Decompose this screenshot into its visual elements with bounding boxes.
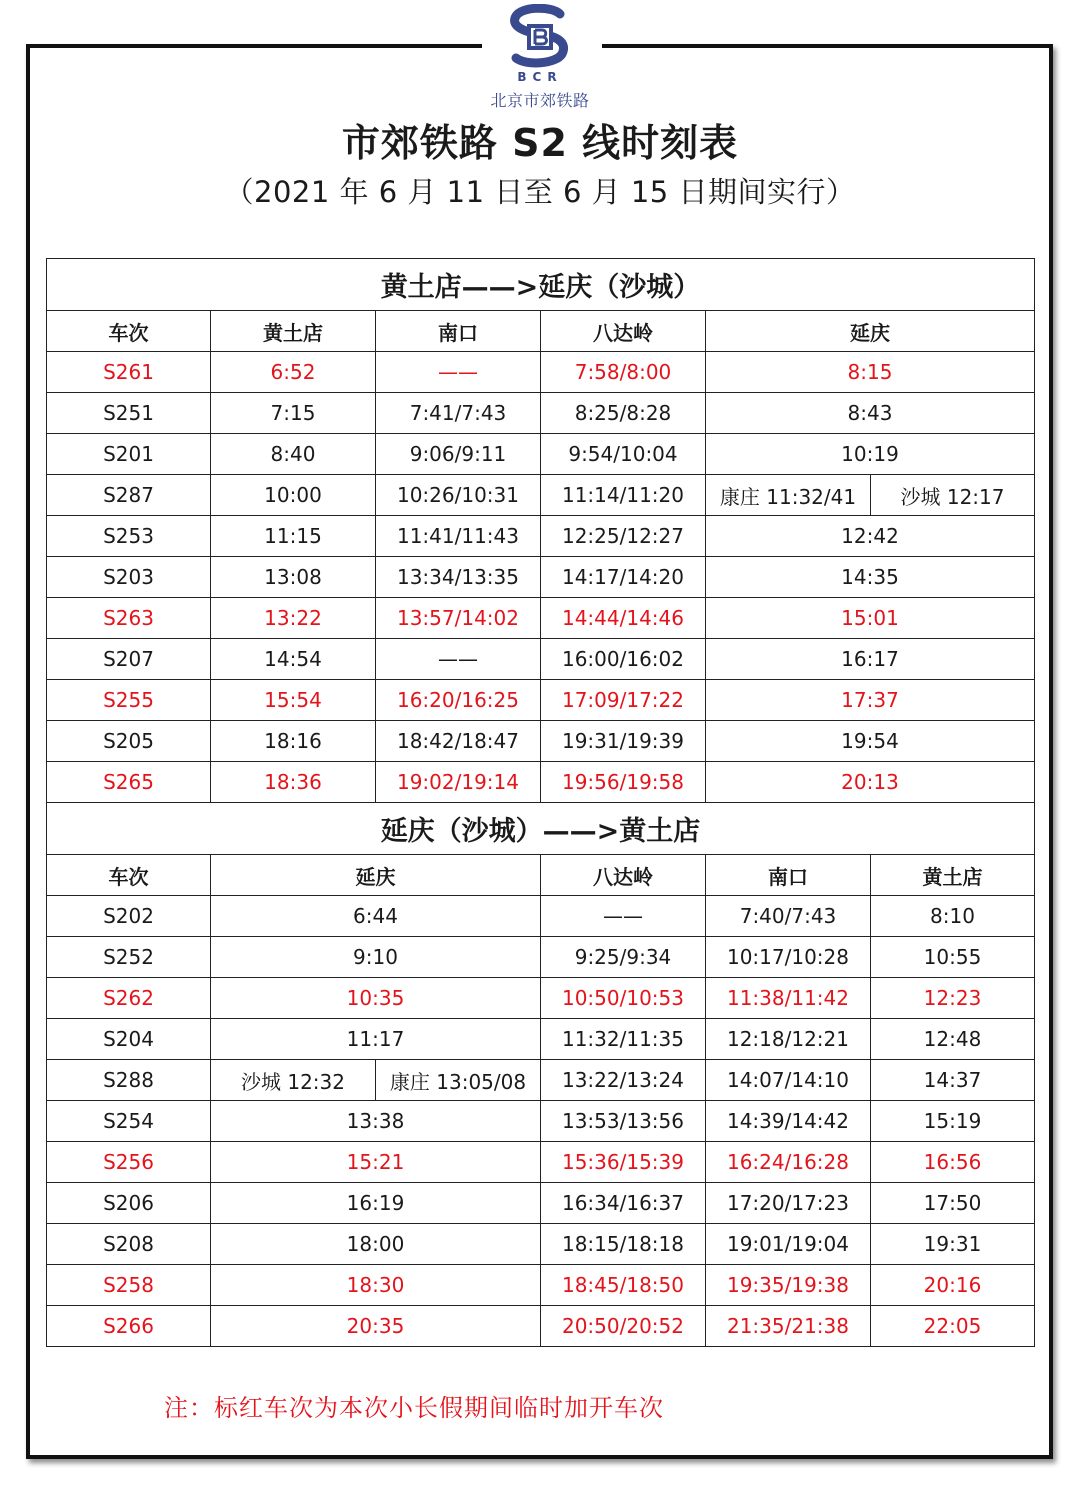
time-cell: 15:54: [211, 680, 376, 721]
column-header: 车次: [47, 855, 211, 896]
time-cell: 12:42: [706, 516, 1035, 557]
time-cell: 13:57/14:02: [376, 598, 541, 639]
table-row: [47, 896, 1035, 937]
time-cell: 11:17: [211, 1019, 541, 1060]
time-cell: 19:02/19:14: [376, 762, 541, 803]
time-cell: 12:48: [871, 1019, 1035, 1060]
time-cell: 14:44/14:46: [541, 598, 706, 639]
train-number: S258: [47, 1265, 211, 1306]
time-cell: 7:58/8:00: [541, 352, 706, 393]
time-cell: 6:52: [211, 352, 376, 393]
time-cell: 16:17: [706, 639, 1035, 680]
time-cell: 16:00/16:02: [541, 639, 706, 680]
time-cell: 12:18/12:21: [706, 1019, 871, 1060]
time-cell: 19:01/19:04: [706, 1224, 871, 1265]
outbound-direction-title: 黄土店——>延庆（沙城）: [47, 259, 1035, 311]
train-number: S287: [47, 475, 211, 516]
time-cell: 13:53/13:56: [541, 1101, 706, 1142]
time-cell: 15:36/15:39: [541, 1142, 706, 1183]
table-row: [47, 1101, 1035, 1142]
train-number: S202: [47, 896, 211, 937]
time-cell: 6:44: [211, 896, 541, 937]
table-row: [47, 1019, 1035, 1060]
time-cell: 10:55: [871, 937, 1035, 978]
time-cell: 7:41/7:43: [376, 393, 541, 434]
time-cell: 18:42/18:47: [376, 721, 541, 762]
time-cell: 12:23: [871, 978, 1035, 1019]
time-cell: 9:06/9:11: [376, 434, 541, 475]
train-number: S288: [47, 1060, 211, 1101]
time-cell: 18:16: [211, 721, 376, 762]
time-cell: 20:16: [871, 1265, 1035, 1306]
page-subtitle: （2021 年 6 月 11 日至 6 月 15 日期间实行）: [224, 175, 856, 209]
time-cell: 7:40/7:43: [706, 896, 871, 937]
column-header: 车次: [47, 311, 211, 352]
time-cell: 14:54: [211, 639, 376, 680]
time-cell: 10:00: [211, 475, 376, 516]
time-cell: 19:35/19:38: [706, 1265, 871, 1306]
time-cell: 8:10: [871, 896, 1035, 937]
table-row: [47, 557, 1035, 598]
time-cell: 17:50: [871, 1183, 1035, 1224]
train-number: S208: [47, 1224, 211, 1265]
train-number: S251: [47, 393, 211, 434]
table-row: [47, 1224, 1035, 1265]
time-cell: 17:20/17:23: [706, 1183, 871, 1224]
time-cell: 16:56: [871, 1142, 1035, 1183]
time-cell: 16:20/16:25: [376, 680, 541, 721]
time-cell: 14:39/14:42: [706, 1101, 871, 1142]
time-cell: 19:56/19:58: [541, 762, 706, 803]
time-cell: 10:50/10:53: [541, 978, 706, 1019]
table-row: [47, 475, 1035, 516]
table-row: [47, 680, 1035, 721]
time-cell: 11:32/11:35: [541, 1019, 706, 1060]
logo-name: 北京市郊铁路: [490, 91, 590, 110]
train-number: S205: [47, 721, 211, 762]
column-header: 黄土店: [211, 311, 376, 352]
time-cell: 13:34/13:35: [376, 557, 541, 598]
train-number: S201: [47, 434, 211, 475]
column-header: 南口: [706, 855, 871, 896]
table-row: [47, 598, 1035, 639]
time-cell: ——: [376, 352, 541, 393]
time-cell: 16:19: [211, 1183, 541, 1224]
time-cell: 8:15: [706, 352, 1035, 393]
table-row: [47, 639, 1035, 680]
column-header: 延庆: [706, 311, 1035, 352]
table-row: [47, 434, 1035, 475]
time-cell: 18:30: [211, 1265, 541, 1306]
table-row: [47, 762, 1035, 803]
train-number: S265: [47, 762, 211, 803]
time-cell: 12:25/12:27: [541, 516, 706, 557]
outbound-header-row: [47, 311, 1035, 352]
time-cell: 11:38/11:42: [706, 978, 871, 1019]
time-cell: 20:50/20:52: [541, 1306, 706, 1347]
table-row: [47, 721, 1035, 762]
time-cell: 沙城 12:17: [871, 475, 1035, 516]
table-row: [47, 1142, 1035, 1183]
table-row: [47, 1183, 1035, 1224]
table-row: [47, 1306, 1035, 1347]
time-cell: 19:54: [706, 721, 1035, 762]
train-number: S254: [47, 1101, 211, 1142]
time-cell: 9:10: [211, 937, 541, 978]
time-cell: 康庄 11:32/41: [706, 475, 871, 516]
time-cell: 14:35: [706, 557, 1035, 598]
time-cell: 19:31: [871, 1224, 1035, 1265]
logo-abbreviation: BCR: [517, 70, 563, 84]
time-cell: 8:43: [706, 393, 1035, 434]
time-cell: 18:15/18:18: [541, 1224, 706, 1265]
time-cell: ——: [541, 896, 706, 937]
train-number: S266: [47, 1306, 211, 1347]
column-header: 八达岭: [541, 311, 706, 352]
train-number: S263: [47, 598, 211, 639]
time-cell: 14:37: [871, 1060, 1035, 1101]
column-header: 八达岭: [541, 855, 706, 896]
train-number: S261: [47, 352, 211, 393]
time-cell: 11:14/11:20: [541, 475, 706, 516]
time-cell: 15:19: [871, 1101, 1035, 1142]
time-cell: 11:15: [211, 516, 376, 557]
time-cell: 9:25/9:34: [541, 937, 706, 978]
time-cell: 15:01: [706, 598, 1035, 639]
inbound-direction-row: [47, 803, 1035, 855]
time-cell: 18:00: [211, 1224, 541, 1265]
time-cell: ——: [376, 639, 541, 680]
time-cell: 13:22/13:24: [541, 1060, 706, 1101]
footnote: 注：标红车次为本次小长假期间临时加开车次: [164, 1394, 664, 1422]
train-number: S207: [47, 639, 211, 680]
time-cell: 沙城 12:32: [211, 1060, 376, 1101]
time-cell: 14:17/14:20: [541, 557, 706, 598]
train-number: S255: [47, 680, 211, 721]
time-cell: 18:45/18:50: [541, 1265, 706, 1306]
time-cell: 17:09/17:22: [541, 680, 706, 721]
time-cell: 21:35/21:38: [706, 1306, 871, 1347]
table-row: [47, 978, 1035, 1019]
page-title: 市郊铁路 S2 线时刻表: [341, 121, 739, 165]
time-cell: 11:41/11:43: [376, 516, 541, 557]
time-cell: 15:21: [211, 1142, 541, 1183]
time-cell: 10:19: [706, 434, 1035, 475]
time-cell: 14:07/14:10: [706, 1060, 871, 1101]
train-number: S206: [47, 1183, 211, 1224]
time-cell: 19:31/19:39: [541, 721, 706, 762]
time-cell: 13:38: [211, 1101, 541, 1142]
time-cell: 康庄 13:05/08: [376, 1060, 541, 1101]
timetable: [46, 258, 1035, 1347]
train-number: S252: [47, 937, 211, 978]
time-cell: 16:24/16:28: [706, 1142, 871, 1183]
train-number: S204: [47, 1019, 211, 1060]
train-number: S253: [47, 516, 211, 557]
column-header: 黄土店: [871, 855, 1035, 896]
table-row: [47, 393, 1035, 434]
time-cell: 20:35: [211, 1306, 541, 1347]
bcr-logo-icon: [502, 4, 578, 80]
time-cell: 10:17/10:28: [706, 937, 871, 978]
time-cell: 7:15: [211, 393, 376, 434]
time-cell: 22:05: [871, 1306, 1035, 1347]
time-cell: 8:40: [211, 434, 376, 475]
table-row: [47, 516, 1035, 557]
inbound-direction-title: 延庆（沙城）——>黄土店: [47, 803, 1035, 855]
time-cell: 9:54/10:04: [541, 434, 706, 475]
train-number: S262: [47, 978, 211, 1019]
time-cell: 20:13: [706, 762, 1035, 803]
table-row: [47, 937, 1035, 978]
time-cell: 10:26/10:31: [376, 475, 541, 516]
time-cell: 18:36: [211, 762, 376, 803]
column-header: 南口: [376, 311, 541, 352]
time-cell: 16:34/16:37: [541, 1183, 706, 1224]
table-row: [47, 1265, 1035, 1306]
time-cell: 10:35: [211, 978, 541, 1019]
train-number: S203: [47, 557, 211, 598]
time-cell: 8:25/8:28: [541, 393, 706, 434]
time-cell: 17:37: [706, 680, 1035, 721]
inbound-header-row: [47, 855, 1035, 896]
time-cell: 13:22: [211, 598, 376, 639]
time-cell: 13:08: [211, 557, 376, 598]
table-row: [47, 1060, 1035, 1101]
table-row: [47, 352, 1035, 393]
column-header: 延庆: [211, 855, 541, 896]
outbound-direction-row: [47, 259, 1035, 311]
train-number: S256: [47, 1142, 211, 1183]
